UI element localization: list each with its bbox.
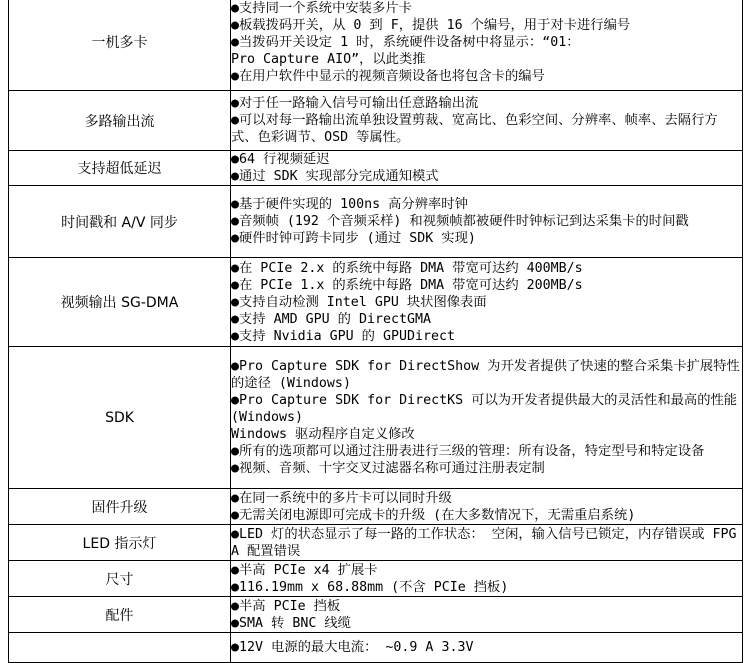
spec-label: LED 指示灯 [9, 525, 231, 561]
spec-label: 视频输出 SG-DMA [9, 258, 231, 347]
spec-row [9, 525, 743, 561]
spec-content [231, 347, 743, 489]
spec-line: ●SMA 转 BNC 线缆 [231, 615, 351, 631]
spec-table-body [9, 0, 743, 663]
spec-label: 支持超低延迟 [9, 151, 231, 186]
spec-line: ●所有的选项都可以通过注册表进行三级的管理：所有设备，特定型号和特定设备 [231, 444, 705, 459]
spec-line: ●视频、音频、十字交叉过滤器名称可通过注册表定制 [231, 461, 545, 476]
spec-line: ●支持 Nvidia GPU 的 GPUDirect [231, 328, 456, 344]
spec-content [231, 489, 743, 525]
spec-line: ●通过 SDK 实现部分完成通知模式 [231, 169, 439, 184]
spec-row [9, 91, 743, 151]
spec-label: 尺寸 [9, 561, 231, 597]
spec-line: Pro Capture AIO”，以此类推 [231, 51, 426, 67]
spec-line: ●在用户软件中显示的视频音频设备也将包含卡的编号 [231, 68, 545, 84]
spec-content [231, 633, 743, 663]
spec-content [231, 186, 743, 258]
spec-label: 固件升级 [9, 489, 231, 525]
spec-line: ●半高 PCIe x4 扩展卡 [231, 562, 378, 578]
spec-line: ●硬件时钟可跨卡同步 (通过 SDK 实现) [231, 231, 476, 246]
spec-row [9, 633, 743, 663]
spec-line: ●Pro Capture SDK for DirectShow 为开发者提供了快速的整合采集卡扩展特性的途径 (Windows) [231, 359, 740, 391]
spec-line: ●116.19mm x 68.88mm (不含 PCIe 挡板) [231, 579, 509, 595]
spec-label: 配件 [9, 597, 231, 633]
spec-line: Windows 驱动程序自定义修改 [231, 427, 415, 442]
spec-content [231, 561, 743, 597]
spec-line: ●可以对每一路输出流单独设置剪裁、宽高比、色彩空间、分辨率、帧率、去隔行方式、色彩调节、OSD 等属性。 [231, 113, 718, 145]
spec-row [9, 151, 743, 186]
spec-line: ●LED 灯的状态显示了每一路的工作状态： 空闲，输入信号已锁定，内存错误或 FPGA 配置错误 [231, 526, 737, 559]
spec-content [231, 525, 743, 561]
spec-content [231, 151, 743, 186]
spec-line: ●半高 PCIe 挡板 [231, 598, 341, 614]
spec-line: ●基于硬件实现的 100ns 高分辨率时钟 [231, 197, 468, 212]
spec-row [9, 597, 743, 633]
spec-row [9, 489, 743, 525]
spec-row [9, 0, 743, 91]
spec-line: ●12V 电源的最大电流： ~0.9 A 3.3V [231, 640, 474, 655]
spec-row [9, 347, 743, 489]
spec-content [231, 91, 743, 151]
spec-line: ●支持同一个系统中安装多片卡 [231, 0, 412, 16]
spec-label: 一机多卡 [9, 0, 231, 91]
spec-label: SDK [9, 347, 231, 489]
spec-content [231, 258, 743, 347]
spec-line: ●64 行视频延迟 [231, 152, 330, 167]
spec-line: ●Pro Capture SDK for DirectKS 可以为开发者提供最大的灵活性和最高的性能 (Windows) [231, 393, 738, 425]
spec-line: ●板载拨码开关，从 0 到 F，提供 16 个编号，用于对卡进行编号 [231, 17, 631, 33]
spec-line: ●音频帧 (192 个音频采样) 和视频帧都被硬件时钟标记到达采集卡的时间戳 [231, 214, 689, 229]
spec-label [9, 633, 231, 663]
spec-label: 多路输出流 [9, 91, 231, 151]
spec-content [231, 597, 743, 633]
spec-row [9, 561, 743, 597]
spec-line: ●在同一系统中的多片卡可以同时升级 [231, 490, 452, 506]
spec-line: ●在 PCIe 1.x 的系统中每路 DMA 带宽可达约 200MB/s [231, 277, 583, 293]
spec-line: ●当拨码开关设定 1 时，系统硬件设备树中将显示：“01： [231, 34, 580, 50]
spec-line: ●对于任一路输入信号可输出任意路输出流 [231, 96, 479, 111]
spec-line: ●支持 AMD GPU 的 DirectGMA [231, 311, 431, 327]
spec-table [8, 0, 743, 663]
spec-content [231, 0, 743, 91]
spec-line: ●支持自动检测 Intel GPU 块状图像表面 [231, 294, 487, 310]
spec-line: ●无需关闭电源即可完成卡的升级 (在大多数情况下，无需重启系统) [231, 507, 636, 523]
spec-row [9, 258, 743, 347]
spec-label: 时间戳和 A/V 同步 [9, 186, 231, 258]
spec-line: ●在 PCIe 2.x 的系统中每路 DMA 带宽可达约 400MB/s [231, 260, 583, 276]
spec-row [9, 186, 743, 258]
